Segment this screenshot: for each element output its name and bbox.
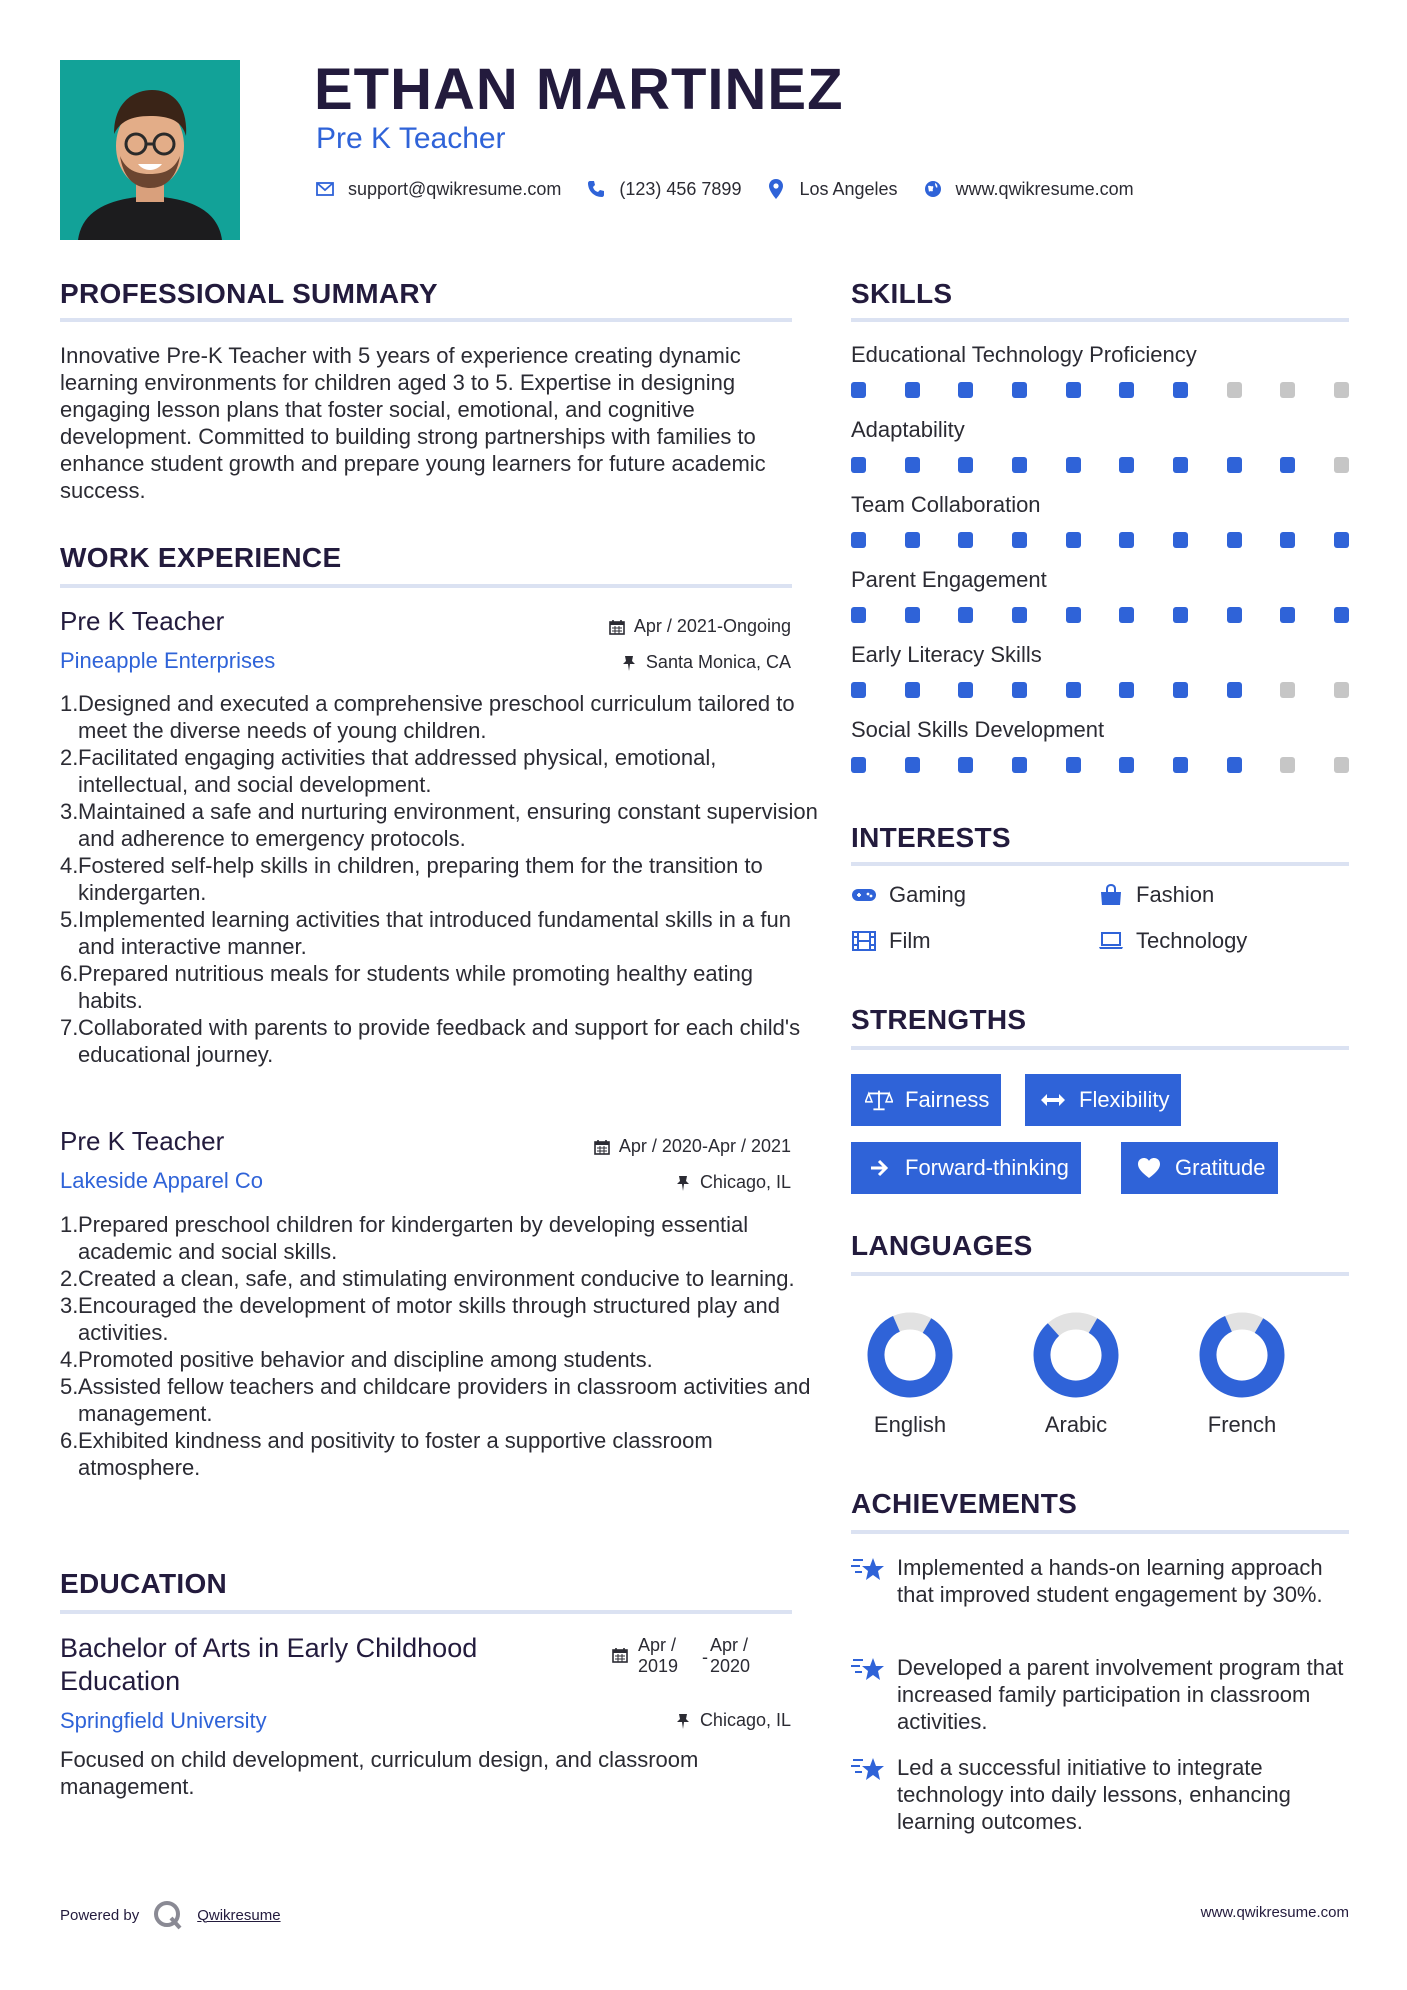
rating-dot-filled xyxy=(851,457,866,473)
rating-dot-filled xyxy=(1066,457,1081,473)
skill-rating xyxy=(851,532,1349,548)
skill-name: Social Skills Development xyxy=(851,717,1105,742)
rating-dot-filled xyxy=(905,682,920,698)
contact-email[interactable] xyxy=(314,178,561,200)
achievement-item xyxy=(851,1654,1351,1735)
education-heading: EDUCATION xyxy=(60,1568,228,1599)
languages-heading: LANGUAGES xyxy=(851,1230,1033,1261)
list-item: Fostered self-help skills in children, preparing them for the transition to kindergarten. xyxy=(78,853,763,905)
education-location-text: Chicago, IL xyxy=(699,1710,791,1730)
film-icon xyxy=(851,930,877,952)
list-item: Designed and executed a comprehensive preschool curriculum tailored to meet the diverse needs of young children. xyxy=(78,691,795,743)
skill-rating xyxy=(851,757,1349,773)
list-item: Maintained a safe and nurturing environment, ensuring constant supervision and adherence to emergency protocols. xyxy=(78,799,818,851)
rating-dot-filled xyxy=(1173,457,1188,473)
end-month: Apr / xyxy=(710,1635,749,1655)
rating-dot-filled xyxy=(905,532,920,548)
language-name: Arabic xyxy=(1044,1412,1108,1437)
gamepad-icon xyxy=(851,884,877,906)
rating-dot-filled xyxy=(958,457,973,473)
rating-dot-empty xyxy=(1334,757,1349,773)
strength-label: Gratitude xyxy=(1175,1155,1266,1180)
calendar-icon xyxy=(608,618,626,636)
interests-heading: INTERESTS xyxy=(851,822,1011,853)
list-item: Collaborated with parents to provide feedback and support for each child's educational journey. xyxy=(78,1015,801,1067)
strength-tag xyxy=(1121,1142,1278,1194)
rating-dot-filled xyxy=(1066,532,1081,548)
job-title: Pre K Teacher xyxy=(60,606,225,636)
rating-dot-filled xyxy=(1280,532,1295,548)
rating-dot-filled xyxy=(851,682,866,698)
rating-dot-filled xyxy=(1173,682,1188,698)
skill-name: Adaptability xyxy=(851,417,965,442)
rating-dot-filled xyxy=(1012,532,1027,548)
rating-dot-filled xyxy=(1119,757,1134,773)
powered-by-text: Powered by xyxy=(60,1906,140,1924)
degree-title: Bachelor of Arts in Early Childhood Education xyxy=(60,1633,478,1696)
rating-dot-filled xyxy=(851,757,866,773)
rating-dot-filled xyxy=(1119,682,1134,698)
strengths-divider xyxy=(851,1046,1349,1050)
rating-dot-filled xyxy=(851,532,866,548)
list-item: Prepared preschool children for kindergarten by developing essential academic and social skills. xyxy=(78,1212,749,1264)
job-company[interactable]: Lakeside Apparel Co xyxy=(60,1168,264,1193)
rating-dot-filled xyxy=(1334,532,1349,548)
education-end-date: - Apr / 2020 xyxy=(702,1635,751,1676)
brand-link[interactable]: Qwikresume xyxy=(197,1906,281,1924)
list-item: Promoted positive behavior and discipline among students. xyxy=(78,1347,653,1372)
rating-dot-filled xyxy=(958,682,973,698)
calendar-icon xyxy=(612,1647,628,1663)
achievements-heading: ACHIEVEMENTS xyxy=(851,1488,1078,1519)
rating-dot-filled xyxy=(1066,607,1081,623)
rating-dot-filled xyxy=(851,382,866,398)
globe-icon xyxy=(922,178,944,200)
rating-dot-empty xyxy=(1227,382,1242,398)
job-title: Pre K Teacher xyxy=(60,1126,225,1156)
skill-rating xyxy=(851,607,1349,623)
candidate-role: Pre K Teacher xyxy=(316,122,506,155)
job-dates xyxy=(593,1136,791,1157)
language-donut xyxy=(1026,1305,1126,1405)
job-dates-text: Apr / 2021-Ongoing xyxy=(633,616,791,636)
job-location xyxy=(674,1172,791,1193)
rating-dot-filled xyxy=(1119,532,1134,548)
rating-dot-filled xyxy=(1173,757,1188,773)
rating-dot-filled xyxy=(1012,457,1027,473)
language-name: French xyxy=(1207,1412,1277,1437)
phone-text: (123) 456 7899 xyxy=(619,178,742,199)
shooting-star-icon xyxy=(851,1554,885,1584)
shopping-bag-icon xyxy=(1098,884,1124,906)
rating-dot-filled xyxy=(1280,457,1295,473)
job-dates xyxy=(608,616,791,637)
rating-dot-empty xyxy=(1280,382,1295,398)
arrows-horizontal-icon xyxy=(1039,1088,1067,1112)
summary-divider xyxy=(60,318,792,322)
list-item: Implemented learning activities that introduced fundamental skills in a fun and interactive manner. xyxy=(78,907,791,959)
contact-bar xyxy=(314,178,1158,200)
email-text: support@qwikresume.com xyxy=(348,178,562,199)
rating-dot-empty xyxy=(1334,382,1349,398)
rating-dot-filled xyxy=(1173,382,1188,398)
skill-name: Parent Engagement xyxy=(851,567,1047,592)
education-start-date xyxy=(638,1635,678,1677)
avatar xyxy=(60,60,240,240)
rating-dot-filled xyxy=(905,457,920,473)
envelope-icon xyxy=(314,178,336,200)
list-item: Encouraged the development of motor skills through structured play and activities. xyxy=(78,1293,780,1345)
strength-label: Fairness xyxy=(905,1087,990,1112)
skill-rating xyxy=(851,382,1349,398)
achievement-text: Developed a parent involvement program that increased family participation in classroom activities. xyxy=(897,1655,1344,1734)
strength-tag xyxy=(851,1074,1001,1126)
arrow-right-icon xyxy=(865,1156,893,1180)
contact-location xyxy=(765,178,897,200)
experience-heading: WORK EXPERIENCE xyxy=(60,542,342,573)
summary-text: Innovative Pre-K Teacher with 5 years of experience creating dynamic learning environments for children aged 3 to 5. Expertise in designing engaging lesson plans that foster social, emotional, and cognitive development. Committed to building strong partnerships with families to enhance student growth and prepare young learners for future academic success. xyxy=(60,343,766,503)
rating-dot-filled xyxy=(905,382,920,398)
achievement-item xyxy=(851,1754,1351,1835)
list-item: Assisted fellow teachers and childcare providers in classroom activities and management. xyxy=(78,1374,811,1426)
achievement-text: Implemented a hands-on learning approach that improved student engagement by 30%. xyxy=(897,1555,1323,1607)
school-name[interactable]: Springfield University xyxy=(60,1708,267,1733)
rating-dot-empty xyxy=(1334,457,1349,473)
skills-heading: SKILLS xyxy=(851,278,953,309)
rating-dot-filled xyxy=(905,757,920,773)
rating-dot-filled xyxy=(958,532,973,548)
achievements-divider xyxy=(851,1530,1349,1534)
job-location-text: Santa Monica, CA xyxy=(645,652,791,672)
interest-label: Gaming xyxy=(889,882,967,907)
interest-item xyxy=(851,928,931,954)
interest-item xyxy=(1098,882,1214,908)
rating-dot-filled xyxy=(1227,457,1242,473)
list-item: Facilitated engaging activities that addressed physical, emotional, intellectual, and social development. xyxy=(78,745,717,797)
interest-label: Film xyxy=(889,928,931,953)
rating-dot-empty xyxy=(1280,682,1295,698)
list-item: Prepared nutritious meals for students while promoting healthy eating habits. xyxy=(78,961,754,1013)
rating-dot-filled xyxy=(1012,682,1027,698)
skills-divider xyxy=(851,318,1349,322)
footer-website[interactable]: www.qwikresume.com xyxy=(1200,1904,1349,1921)
job-company[interactable]: Pineapple Enterprises xyxy=(60,648,276,673)
languages-divider xyxy=(851,1272,1349,1276)
phone-icon xyxy=(585,178,607,200)
interest-label: Technology xyxy=(1136,928,1248,953)
rating-dot-filled xyxy=(1119,382,1134,398)
job-responsibilities xyxy=(60,690,818,1068)
strength-label: Flexibility xyxy=(1079,1087,1170,1112)
map-marker-icon xyxy=(765,178,787,200)
pushpin-icon xyxy=(674,1174,692,1192)
rating-dot-empty xyxy=(1280,757,1295,773)
education-divider xyxy=(60,1610,792,1614)
rating-dot-filled xyxy=(1119,607,1134,623)
skill-rating xyxy=(851,457,1349,473)
job-responsibilities xyxy=(60,1211,818,1481)
rating-dot-filled xyxy=(1227,757,1242,773)
skill-rating xyxy=(851,682,1349,698)
language-donut xyxy=(1192,1305,1292,1405)
language-donut xyxy=(860,1305,960,1405)
rating-dot-filled xyxy=(1066,757,1081,773)
rating-dot-filled xyxy=(1227,607,1242,623)
calendar-icon xyxy=(593,1138,611,1156)
rating-dot-filled xyxy=(1173,532,1188,548)
strength-tag xyxy=(1025,1074,1181,1126)
shooting-star-icon xyxy=(851,1654,885,1684)
end-year: 2020 xyxy=(710,1656,751,1676)
list-item: Created a clean, safe, and stimulating environment conducive to learning. xyxy=(78,1266,795,1291)
start-year: 2019 xyxy=(638,1656,679,1676)
strengths-heading: STRENGTHS xyxy=(851,1004,1027,1035)
skill-name: Team Collaboration xyxy=(851,492,1041,517)
interests-divider xyxy=(851,862,1349,866)
rating-dot-empty xyxy=(1334,682,1349,698)
job-location xyxy=(620,652,791,673)
education-description: Focused on child development, curriculum design, and classroom management. xyxy=(60,1747,699,1799)
laptop-icon xyxy=(1098,930,1124,952)
candidate-name: ETHAN MARTINEZ xyxy=(314,57,844,122)
skill-name: Early Literacy Skills xyxy=(851,642,1042,667)
rating-dot-filled xyxy=(1173,607,1188,623)
footer-powered-by xyxy=(60,1900,281,1930)
rating-dot-filled xyxy=(851,607,866,623)
pushpin-icon xyxy=(620,654,638,672)
contact-website[interactable] xyxy=(922,178,1134,200)
rating-dot-filled xyxy=(1012,607,1027,623)
rating-dot-filled xyxy=(1227,682,1242,698)
job-dates-text: Apr / 2020-Apr / 2021 xyxy=(618,1136,791,1156)
achievement-text: Led a successful initiative to integrate technology into daily lessons, enhancing learning outcomes. xyxy=(897,1755,1291,1834)
rating-dot-filled xyxy=(905,607,920,623)
rating-dot-filled xyxy=(1066,382,1081,398)
interest-label: Fashion xyxy=(1136,882,1215,907)
start-month: Apr / xyxy=(638,1635,677,1655)
rating-dot-filled xyxy=(1012,382,1027,398)
strength-tag xyxy=(851,1142,1081,1194)
pushpin-icon xyxy=(674,1712,692,1730)
list-item: Exhibited kindness and positivity to foster a supportive classroom atmosphere. xyxy=(78,1428,713,1480)
achievement-item xyxy=(851,1554,1351,1608)
shooting-star-icon xyxy=(851,1754,885,1784)
rating-dot-filled xyxy=(958,382,973,398)
contact-phone[interactable] xyxy=(585,178,741,200)
job-location-text: Chicago, IL xyxy=(699,1172,791,1192)
heart-icon xyxy=(1135,1156,1163,1180)
rating-dot-filled xyxy=(1066,682,1081,698)
rating-dot-filled xyxy=(958,607,973,623)
rating-dot-filled xyxy=(1119,457,1134,473)
rating-dot-filled xyxy=(958,757,973,773)
website-text: www.qwikresume.com xyxy=(955,178,1134,199)
strength-label: Forward-thinking xyxy=(905,1155,1069,1180)
language-name: English xyxy=(873,1412,947,1437)
education-location xyxy=(674,1710,791,1731)
rating-dot-filled xyxy=(1280,607,1295,623)
location-text: Los Angeles xyxy=(799,178,898,199)
rating-dot-filled xyxy=(1227,532,1242,548)
balance-scale-icon xyxy=(865,1088,893,1112)
rating-dot-filled xyxy=(1012,757,1027,773)
skill-name: Educational Technology Proficiency xyxy=(851,342,1197,367)
qwikresume-logo-icon xyxy=(153,1900,183,1930)
summary-heading: PROFESSIONAL SUMMARY xyxy=(60,278,438,309)
interest-item xyxy=(1098,928,1247,954)
rating-dot-filled xyxy=(1334,607,1349,623)
interest-item xyxy=(851,882,966,908)
experience-divider xyxy=(60,584,792,588)
